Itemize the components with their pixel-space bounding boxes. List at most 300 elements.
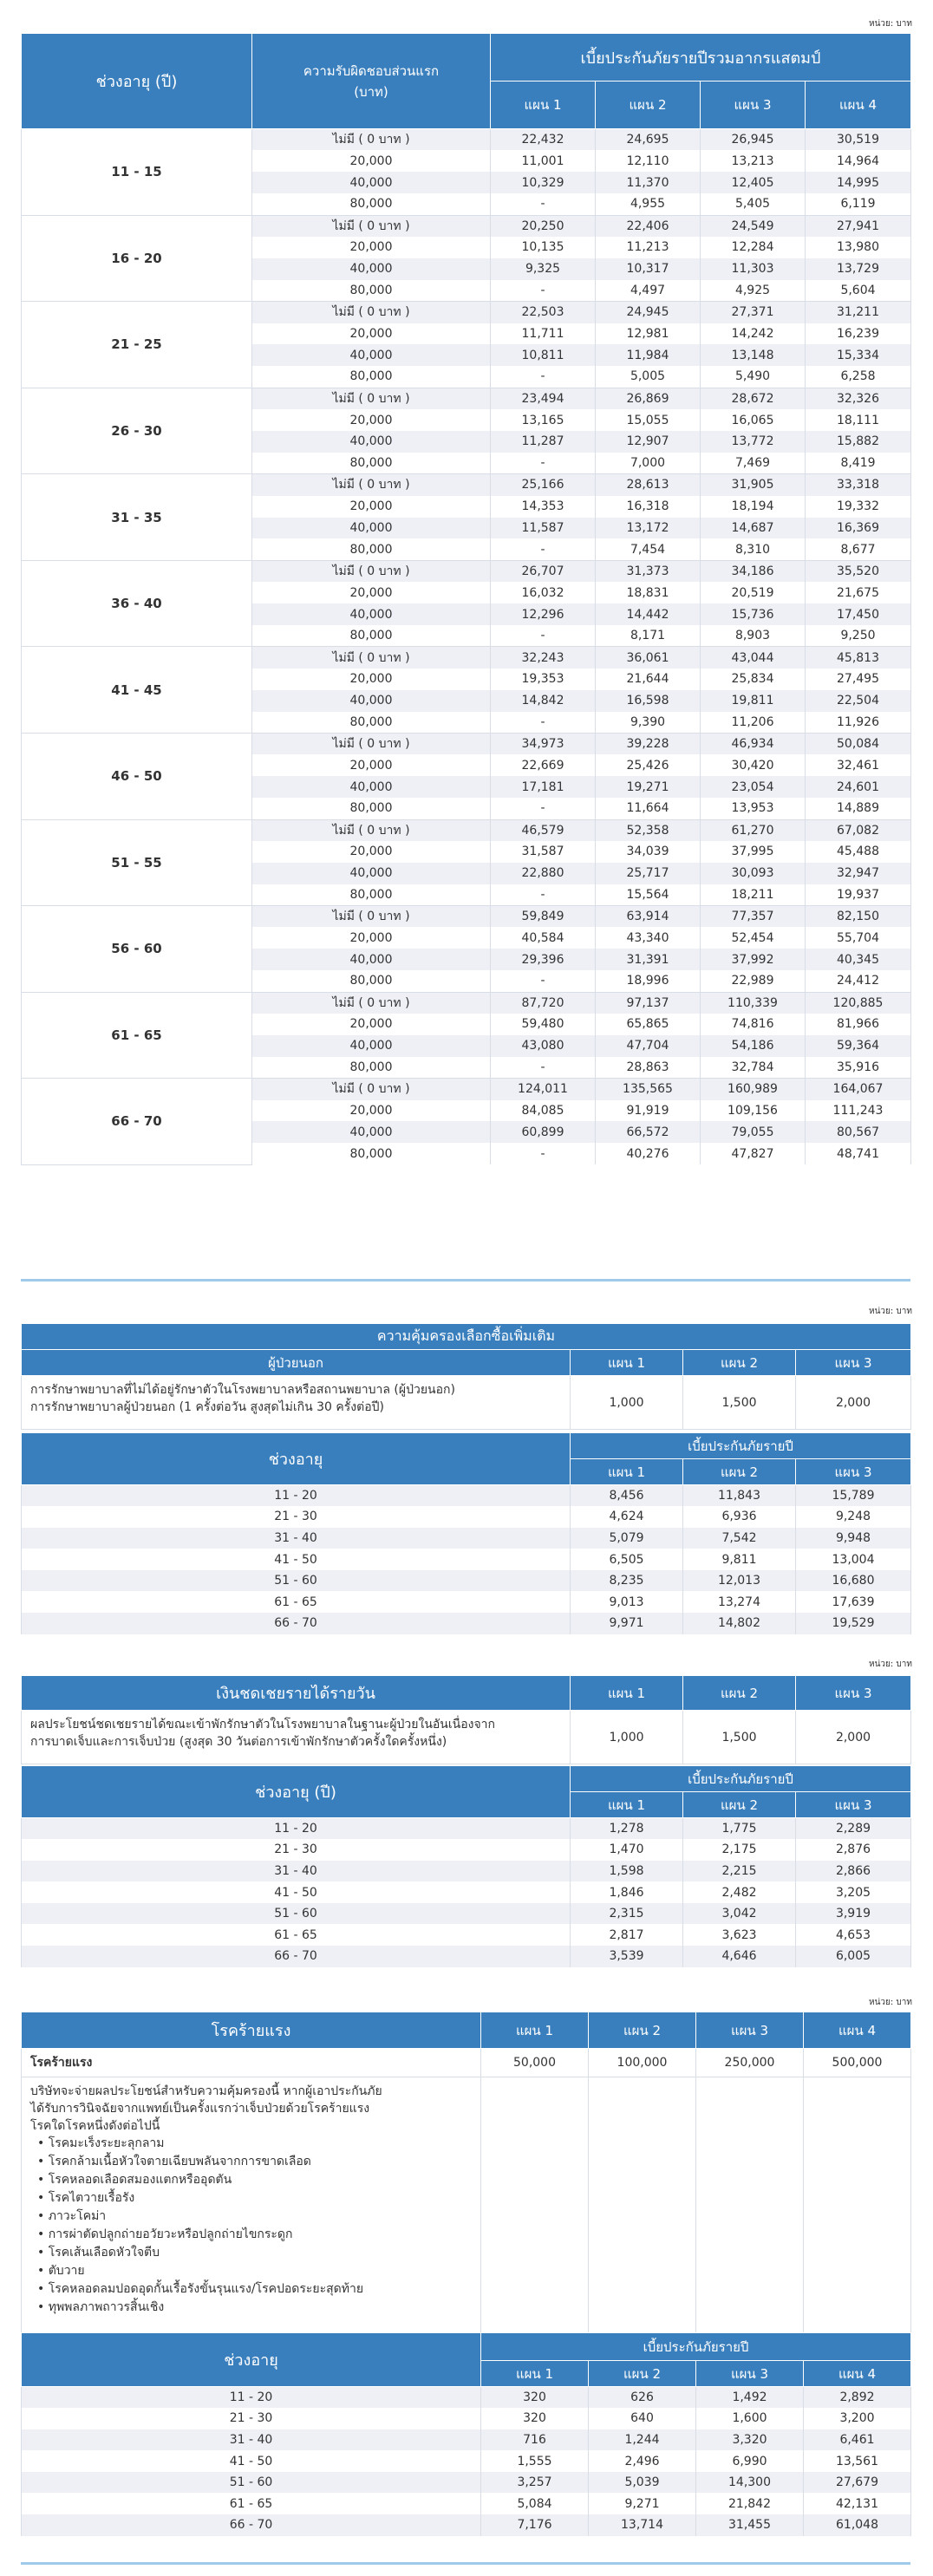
premium-cell: 8,310 <box>701 538 806 560</box>
premium-cell: 45,488 <box>806 841 911 863</box>
premium-cell: 65,865 <box>596 1014 701 1035</box>
ci-name: โรคร้ายแรง <box>22 2012 481 2049</box>
deductible-cell: 80,000 <box>252 193 491 215</box>
premium-cell: - <box>491 280 596 302</box>
opd-header-premium: เบี้ยประกันภัยรายปี <box>571 1433 911 1459</box>
premium-cell: 3,539 <box>571 1946 683 1967</box>
premium-cell: 27,679 <box>804 2472 911 2494</box>
table-row <box>22 2472 911 2494</box>
daily-table <box>21 1675 911 1764</box>
premium-cell: 32,461 <box>806 754 911 776</box>
age-range-cell: 56 - 60 <box>22 906 252 993</box>
premium-cell: - <box>491 712 596 734</box>
premium-cell: 22,880 <box>491 863 596 884</box>
premium-cell: 9,248 <box>796 1506 911 1528</box>
premium-cell: 28,672 <box>701 388 806 409</box>
deductible-cell: 20,000 <box>252 1014 491 1035</box>
premium-cell: 12,981 <box>596 323 701 345</box>
premium-cell: 8,235 <box>571 1570 683 1592</box>
daily-desc-line1: ผลประโยชน์ชดเชยรายได้ขณะเข้าพักรักษาตัวในโรงพยาบาลในฐานะผู้ป่วยในอันเนื่องจาก <box>30 1718 496 1731</box>
premium-cell: 11,001 <box>491 150 596 172</box>
premium-cell: 19,353 <box>491 668 596 690</box>
premium-cell: 60,899 <box>491 1121 596 1143</box>
deductible-cell: 40,000 <box>252 603 491 625</box>
premium-cell: 15,882 <box>806 431 911 453</box>
age-range-cell: 11 - 15 <box>22 129 252 216</box>
premium-cell: 21,842 <box>696 2493 804 2514</box>
unit-label: หน่วย: บาท <box>868 1998 912 2007</box>
premium-cell: 110,339 <box>701 992 806 1014</box>
age-range-cell: 11 - 20 <box>22 1818 571 1840</box>
premium-cell: 4,497 <box>596 280 701 302</box>
premium-cell: 3,042 <box>683 1903 796 1925</box>
premium-cell: 109,156 <box>701 1100 806 1122</box>
ci-description <box>22 2077 481 2336</box>
premium-cell: 14,842 <box>491 690 596 712</box>
premium-cell: 29,396 <box>491 949 596 970</box>
premium-cell: - <box>491 366 596 388</box>
premium-cell: 111,243 <box>806 1100 911 1122</box>
premium-cell: 12,013 <box>683 1570 796 1592</box>
premium-cell: 13,172 <box>596 518 701 539</box>
premium-cell: 1,598 <box>571 1861 683 1882</box>
disease-item: • โรคมะเร็งระยะลุกลาม <box>37 2135 472 2153</box>
premium-cell: 13,980 <box>806 237 911 258</box>
disease-item: • ตับวาย <box>37 2262 472 2280</box>
table-row <box>22 2450 911 2472</box>
deductible-cell: ไม่มี ( 0 บาท ) <box>252 215 491 237</box>
premium-cell: 14,687 <box>701 518 806 539</box>
table-row <box>22 819 911 841</box>
premium-cell: 9,271 <box>589 2493 696 2514</box>
premium-cell: 31,587 <box>491 841 596 863</box>
age-range-cell: 21 - 30 <box>22 1506 571 1528</box>
premium-cell: 1,775 <box>683 1818 796 1840</box>
premium-cell: 81,966 <box>806 1014 911 1035</box>
deductible-cell: 40,000 <box>252 949 491 970</box>
premium-cell: 27,371 <box>701 302 806 323</box>
premium-cell: 120,885 <box>806 992 911 1014</box>
table-row <box>22 1903 911 1925</box>
premium-cell: 18,211 <box>701 884 806 906</box>
premium-cell: 23,494 <box>491 388 596 409</box>
premium-cell: 8,456 <box>571 1485 683 1507</box>
premium-cell: 21,644 <box>596 668 701 690</box>
premium-cell: 5,079 <box>571 1528 683 1549</box>
table-row <box>22 1613 911 1634</box>
daily-plan-2: แผน 2 <box>683 1676 796 1711</box>
table-row <box>22 388 911 409</box>
table-row <box>22 647 911 668</box>
premium-cell: 15,789 <box>796 1485 911 1507</box>
ci-row-label: โรคร้ายแรง <box>22 2049 481 2077</box>
premium-cell: 8,903 <box>701 625 806 647</box>
age-range-cell: 31 - 40 <box>22 1861 571 1882</box>
opd-header-age: ช่วงอายุ <box>22 1433 571 1485</box>
premium-cell: 19,937 <box>806 884 911 906</box>
unit-label: หน่วย: บาท <box>868 1660 912 1669</box>
age-range-cell: 61 - 65 <box>22 1924 571 1946</box>
table-row <box>22 1506 911 1528</box>
premium-cell: 3,320 <box>696 2429 804 2451</box>
premium-cell: 9,325 <box>491 258 596 280</box>
premium-cell: 5,005 <box>596 366 701 388</box>
premium-cell: 27,495 <box>806 668 911 690</box>
premium-cell: 14,442 <box>596 603 701 625</box>
opd-benefit-3: 2,000 <box>796 1376 911 1430</box>
premium-cell: 10,317 <box>596 258 701 280</box>
premium-cell: 13,213 <box>701 150 806 172</box>
age-range-cell: 36 - 40 <box>22 560 252 647</box>
premium-cell: - <box>491 193 596 215</box>
deductible-cell: 80,000 <box>252 712 491 734</box>
main-premium-table <box>21 33 911 1165</box>
deductible-cell: ไม่มี ( 0 บาท ) <box>252 906 491 928</box>
unit-label: หน่วย: บาท <box>868 1307 912 1316</box>
premium-cell: 6,461 <box>804 2429 911 2451</box>
premium-cell: 6,936 <box>683 1506 796 1528</box>
premium-cell: 22,504 <box>806 690 911 712</box>
premium-cell: 27,941 <box>806 215 911 237</box>
daily-premium-plan-3: แผน 3 <box>796 1792 911 1818</box>
premium-cell: 11,303 <box>701 258 806 280</box>
premium-cell: 11,926 <box>806 712 911 734</box>
table-row <box>22 992 911 1014</box>
premium-cell: 18,831 <box>596 582 701 603</box>
premium-cell: 11,711 <box>491 323 596 345</box>
age-range-cell: 26 - 30 <box>22 388 252 474</box>
age-range-cell: 21 - 30 <box>22 2408 481 2429</box>
premium-cell: 6,990 <box>696 2450 804 2472</box>
age-range-cell: 11 - 20 <box>22 1485 571 1507</box>
ci-benefit-3: 250,000 <box>696 2049 804 2077</box>
disease-item: • ทุพพลภาพถาวรสิ้นเชิง <box>37 2299 472 2317</box>
premium-cell: 52,454 <box>701 927 806 949</box>
premium-cell: 59,364 <box>806 1035 911 1057</box>
deductible-cell: ไม่มี ( 0 บาท ) <box>252 302 491 323</box>
deductible-cell: 80,000 <box>252 884 491 906</box>
premium-cell: - <box>491 1057 596 1079</box>
deductible-cell: 80,000 <box>252 280 491 302</box>
premium-cell: 18,194 <box>701 496 806 518</box>
premium-cell: 1,846 <box>571 1881 683 1903</box>
table-row <box>22 2429 911 2451</box>
premium-cell: 5,604 <box>806 280 911 302</box>
deductible-cell: 20,000 <box>252 668 491 690</box>
premium-cell: 22,406 <box>596 215 701 237</box>
premium-cell: 14,353 <box>491 496 596 518</box>
deductible-cell: 80,000 <box>252 366 491 388</box>
premium-cell: 97,137 <box>596 992 701 1014</box>
ci-premium-plan-1: แผน 1 <box>481 2361 589 2387</box>
daily-premium-plan-2: แผน 2 <box>683 1792 796 1818</box>
deductible-cell: 40,000 <box>252 344 491 366</box>
premium-cell: 1,492 <box>696 2387 804 2409</box>
deductible-cell: 40,000 <box>252 258 491 280</box>
premium-cell: 22,989 <box>701 970 806 992</box>
deductible-cell: 20,000 <box>252 237 491 258</box>
deductible-cell: 40,000 <box>252 776 491 798</box>
premium-cell: 10,811 <box>491 344 596 366</box>
premium-cell: 34,039 <box>596 841 701 863</box>
premium-cell: - <box>491 1143 596 1164</box>
premium-cell: 52,358 <box>596 819 701 841</box>
premium-cell: 11,664 <box>596 798 701 819</box>
premium-cell: 16,318 <box>596 496 701 518</box>
premium-cell: - <box>491 798 596 819</box>
ci-benefit-4: 500,000 <box>804 2049 911 2077</box>
premium-cell: 32,326 <box>806 388 911 409</box>
age-range-cell: 16 - 20 <box>22 215 252 302</box>
premium-cell: 320 <box>481 2408 589 2429</box>
premium-cell: 25,166 <box>491 474 596 496</box>
premium-cell: 43,044 <box>701 647 806 668</box>
premium-cell: 30,420 <box>701 754 806 776</box>
premium-cell: 14,300 <box>696 2472 804 2494</box>
premium-cell: 9,811 <box>683 1549 796 1570</box>
premium-cell: 13,953 <box>701 798 806 819</box>
premium-cell: 77,357 <box>701 906 806 928</box>
table-row <box>22 733 911 754</box>
deductible-cell: 40,000 <box>252 1035 491 1057</box>
deductible-cell: 40,000 <box>252 690 491 712</box>
premium-cell: 4,624 <box>571 1506 683 1528</box>
premium-cell: 2,215 <box>683 1861 796 1882</box>
premium-cell: 14,995 <box>806 172 911 193</box>
deductible-cell: 40,000 <box>252 431 491 453</box>
opd-premium-plan-3: แผน 3 <box>796 1459 911 1485</box>
premium-cell: 6,119 <box>806 193 911 215</box>
section-divider <box>21 1279 910 1281</box>
header-plan-1: แผน 1 <box>491 82 596 129</box>
age-range-cell: 66 - 70 <box>22 1613 571 1634</box>
daily-name: เงินชดเชยรายได้รายวัน <box>22 1676 571 1711</box>
premium-cell: 32,947 <box>806 863 911 884</box>
premium-cell: 17,639 <box>796 1591 911 1613</box>
premium-cell: 3,623 <box>683 1924 796 1946</box>
premium-cell: 2,496 <box>589 2450 696 2472</box>
deductible-cell: 20,000 <box>252 496 491 518</box>
ci-empty-cell <box>481 2077 589 2336</box>
opd-benefit-2: 1,500 <box>683 1376 796 1430</box>
ci-header-premium: เบี้ยประกันภัยรายปี <box>481 2333 911 2361</box>
premium-cell: 1,470 <box>571 1839 683 1861</box>
deductible-cell: 80,000 <box>252 1143 491 1164</box>
premium-cell: 7,000 <box>596 453 701 474</box>
premium-cell: 79,055 <box>701 1121 806 1143</box>
premium-cell: 15,055 <box>596 409 701 431</box>
premium-cell: 67,082 <box>806 819 911 841</box>
premium-cell: 5,490 <box>701 366 806 388</box>
premium-cell: 55,704 <box>806 927 911 949</box>
premium-cell: 19,332 <box>806 496 911 518</box>
premium-cell: 31,455 <box>696 2514 804 2536</box>
premium-cell: 13,165 <box>491 409 596 431</box>
deductible-cell: 80,000 <box>252 453 491 474</box>
premium-cell: - <box>491 453 596 474</box>
deductible-cell: 20,000 <box>252 927 491 949</box>
premium-cell: 2,175 <box>683 1839 796 1861</box>
header-plan-4: แผน 4 <box>806 82 911 129</box>
premium-cell: 3,205 <box>796 1881 911 1903</box>
age-range-cell: 31 - 40 <box>22 2429 481 2451</box>
premium-cell: 12,296 <box>491 603 596 625</box>
premium-cell: 19,529 <box>796 1613 911 1634</box>
ci-premium-plan-3: แผน 3 <box>696 2361 804 2387</box>
premium-cell: 2,892 <box>804 2387 911 2409</box>
age-range-cell: 51 - 55 <box>22 819 252 906</box>
premium-cell: - <box>491 970 596 992</box>
premium-cell: 5,084 <box>481 2493 589 2514</box>
premium-cell: 50,084 <box>806 733 911 754</box>
premium-cell: 15,564 <box>596 884 701 906</box>
premium-cell: 40,584 <box>491 927 596 949</box>
premium-cell: 13,148 <box>701 344 806 366</box>
premium-cell: 25,834 <box>701 668 806 690</box>
premium-cell: 37,992 <box>701 949 806 970</box>
premium-cell: 5,039 <box>589 2472 696 2494</box>
deductible-cell: 20,000 <box>252 323 491 345</box>
disease-item: • โรคไตวายเรื้อรัง <box>37 2189 472 2208</box>
premium-cell: 8,171 <box>596 625 701 647</box>
premium-cell: 11,984 <box>596 344 701 366</box>
daily-header-age: ช่วงอายุ (ปี) <box>22 1766 571 1818</box>
opd-plan-3: แผน 3 <box>796 1350 911 1376</box>
opd-plan-1: แผน 1 <box>571 1350 683 1376</box>
premium-cell: 46,579 <box>491 819 596 841</box>
opd-desc-line1: การรักษาพยาบาลที่ไม่ได้อยู่รักษาตัวในโรงพยาบาลหรือสถานพยาบาล (ผู้ป่วยนอก) <box>30 1383 455 1397</box>
header-deductible <box>252 34 491 129</box>
premium-cell: 25,717 <box>596 863 701 884</box>
deductible-cell: ไม่มี ( 0 บาท ) <box>252 992 491 1014</box>
age-range-cell: 41 - 50 <box>22 1549 571 1570</box>
premium-cell: 18,111 <box>806 409 911 431</box>
premium-cell: 24,412 <box>806 970 911 992</box>
premium-cell: 34,973 <box>491 733 596 754</box>
premium-cell: 13,004 <box>796 1549 911 1570</box>
premium-cell: 16,598 <box>596 690 701 712</box>
opd-plan-2: แผน 2 <box>683 1350 796 1376</box>
premium-cell: 22,669 <box>491 754 596 776</box>
premium-cell: 2,482 <box>683 1881 796 1903</box>
opd-premium-table <box>21 1432 911 1634</box>
header-plan-3: แผน 3 <box>701 82 806 129</box>
disease-item: • โรคเส้นเลือดหัวใจตีบ <box>37 2244 472 2262</box>
table-row <box>22 302 911 323</box>
premium-cell: 12,284 <box>701 237 806 258</box>
unit-label: หน่วย: บาท <box>868 19 912 29</box>
disease-item: • โรคหลอดเลือดสมองแตกหรืออุดตัน <box>37 2171 472 2189</box>
premium-cell: 9,250 <box>806 625 911 647</box>
premium-cell: 11,587 <box>491 518 596 539</box>
premium-cell: - <box>491 625 596 647</box>
deductible-cell: 80,000 <box>252 1057 491 1079</box>
premium-cell: 24,549 <box>701 215 806 237</box>
premium-cell: 39,228 <box>596 733 701 754</box>
premium-cell: 3,257 <box>481 2472 589 2494</box>
daily-plan-1: แผน 1 <box>571 1676 683 1711</box>
opd-name: ผู้ป่วยนอก <box>22 1350 571 1376</box>
premium-cell: 9,948 <box>796 1528 911 1549</box>
premium-cell: 82,150 <box>806 906 911 928</box>
premium-cell: 12,110 <box>596 150 701 172</box>
age-range-cell: 61 - 65 <box>22 1591 571 1613</box>
age-range-cell: 51 - 60 <box>22 2472 481 2494</box>
premium-cell: 7,542 <box>683 1528 796 1549</box>
opd-table <box>21 1323 911 1430</box>
ci-intro-line2: ได้รับการวินิจฉัยจากแพทย์เป็นครั้งแรกว่าเจ็บป่วยด้วยโรคร้ายแรง <box>30 2102 370 2116</box>
disease-item: • การผ่าตัดปลูกถ่ายอวัยวะหรือปลูกถ่ายไขกระดูก <box>37 2226 472 2244</box>
premium-cell: 716 <box>481 2429 589 2451</box>
premium-cell: 2,315 <box>571 1903 683 1925</box>
premium-cell: 16,065 <box>701 409 806 431</box>
premium-cell: 32,784 <box>701 1057 806 1079</box>
deductible-cell: 20,000 <box>252 841 491 863</box>
deductible-cell: 20,000 <box>252 409 491 431</box>
premium-cell: 11,287 <box>491 431 596 453</box>
premium-cell: 18,996 <box>596 970 701 992</box>
age-range-cell: 61 - 65 <box>22 992 252 1079</box>
ci-intro-line3: โรคใดโรคหนึ่งดังต่อไปนี้ <box>30 2119 160 2133</box>
premium-cell: 36,061 <box>596 647 701 668</box>
header-premium: เบี้ยประกันภัยรายปีรวมอากรแสตมป์ <box>491 34 911 82</box>
premium-cell: 19,811 <box>701 690 806 712</box>
premium-cell: 63,914 <box>596 906 701 928</box>
ci-premium-table <box>21 2332 911 2536</box>
daily-premium-plan-1: แผน 1 <box>571 1792 683 1818</box>
premium-cell: 31,905 <box>701 474 806 496</box>
premium-cell: 3,200 <box>804 2408 911 2429</box>
table-row <box>22 1549 911 1570</box>
premium-cell: 25,426 <box>596 754 701 776</box>
daily-benefit-3: 2,000 <box>796 1711 911 1764</box>
premium-cell: 124,011 <box>491 1079 596 1100</box>
premium-cell: 22,503 <box>491 302 596 323</box>
deductible-cell: 40,000 <box>252 1121 491 1143</box>
premium-cell: 34,186 <box>701 560 806 582</box>
daily-premium-table <box>21 1765 911 1967</box>
table-row <box>22 1946 911 1967</box>
premium-cell: 13,561 <box>804 2450 911 2472</box>
premium-cell: 24,601 <box>806 776 911 798</box>
age-range-cell: 66 - 70 <box>22 1079 252 1165</box>
opd-desc-line2: การรักษาพยาบาลผู้ป่วยนอก (1 ครั้งต่อวัน สูงสุดไม่เกิน 30 ครั้งต่อปี) <box>30 1400 384 1414</box>
ci-header-age: ช่วงอายุ <box>22 2333 481 2387</box>
premium-cell: 14,889 <box>806 798 911 819</box>
age-range-cell: 46 - 50 <box>22 733 252 819</box>
premium-cell: 24,945 <box>596 302 701 323</box>
premium-cell: 21,675 <box>806 582 911 603</box>
premium-cell: 13,274 <box>683 1591 796 1613</box>
premium-cell: 32,243 <box>491 647 596 668</box>
table-row <box>22 1079 911 1100</box>
premium-cell: 31,211 <box>806 302 911 323</box>
daily-plan-3: แผน 3 <box>796 1676 911 1711</box>
premium-cell: 11,206 <box>701 712 806 734</box>
table-row <box>22 2408 911 2429</box>
premium-cell: 31,391 <box>596 949 701 970</box>
premium-cell: 11,843 <box>683 1485 796 1507</box>
table-row <box>22 474 911 496</box>
premium-cell: 37,995 <box>701 841 806 863</box>
premium-cell: 2,866 <box>796 1861 911 1882</box>
deductible-cell: 80,000 <box>252 798 491 819</box>
premium-cell: 35,520 <box>806 560 911 582</box>
premium-cell: 26,945 <box>701 129 806 151</box>
premium-cell: 33,318 <box>806 474 911 496</box>
premium-cell: 14,964 <box>806 150 911 172</box>
table-row <box>22 1839 911 1861</box>
